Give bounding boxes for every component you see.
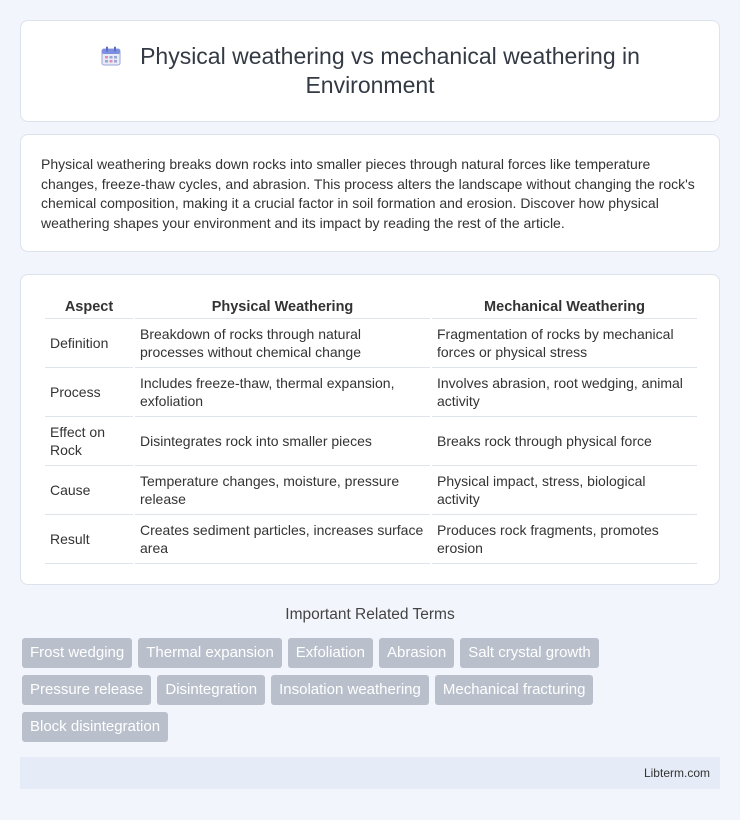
header-mechanical: Mechanical Weathering <box>432 297 697 319</box>
header-aspect: Aspect <box>45 297 133 319</box>
calendar-icon <box>100 45 122 67</box>
footer <box>20 757 720 789</box>
intro-text: Physical weathering breaks down rocks into smaller pieces through natural forces like temperature changes, freeze-thaw cycles, and abrasion. This process alters the landscape without changing the rock's chemical composition, making it a crucial factor in soil formation and erosion. Discover how physical weathering shapes your environment and its impact by reading the rest of the article. <box>41 156 695 231</box>
related-terms-title: Important Related Terms <box>285 606 455 623</box>
term-tag[interactable]: Thermal expansion <box>138 638 282 668</box>
cell-aspect: Definition <box>45 319 133 368</box>
cell-mechanical: Produces rock fragments, promotes erosion <box>432 515 697 564</box>
comparison-table <box>43 297 699 564</box>
term-tag[interactable]: Insolation weathering <box>271 675 429 705</box>
term-tag[interactable]: Exfoliation <box>288 638 373 668</box>
table-row <box>45 515 697 564</box>
term-tag[interactable]: Frost wedging <box>22 638 132 668</box>
cell-mechanical: Involves abrasion, root wedging, animal activity <box>432 368 697 417</box>
related-terms-list <box>22 638 722 742</box>
table-row <box>45 368 697 417</box>
cell-aspect: Process <box>45 368 133 417</box>
cell-physical: Breakdown of rocks through natural processes without chemical change <box>135 319 430 368</box>
table-header-row <box>45 297 697 319</box>
cell-physical: Creates sediment particles, increases surface area <box>135 515 430 564</box>
cell-physical: Disintegrates rock into smaller pieces <box>135 417 430 466</box>
page-title: Physical weathering vs mechanical weathering in Environment <box>140 43 640 98</box>
term-tag[interactable]: Block disintegration <box>22 712 168 742</box>
cell-mechanical: Fragmentation of rocks by mechanical forces or physical stress <box>432 319 697 368</box>
term-tag[interactable]: Pressure release <box>22 675 151 705</box>
term-tag[interactable]: Abrasion <box>379 638 454 668</box>
term-tag[interactable]: Salt crystal growth <box>460 638 599 668</box>
title-card <box>20 20 720 122</box>
cell-mechanical: Breaks rock through physical force <box>432 417 697 466</box>
table-row <box>45 319 697 368</box>
header-physical: Physical Weathering <box>135 297 430 319</box>
cell-aspect: Effect on Rock <box>45 417 133 466</box>
cell-physical: Temperature changes, moisture, pressure release <box>135 466 430 515</box>
cell-aspect: Cause <box>45 466 133 515</box>
table-row <box>45 466 697 515</box>
term-tag[interactable]: Mechanical fracturing <box>435 675 594 705</box>
table-row <box>45 417 697 466</box>
cell-aspect: Result <box>45 515 133 564</box>
page-title-wrap <box>61 42 679 100</box>
term-tag[interactable]: Disintegration <box>157 675 265 705</box>
cell-physical: Includes freeze-thaw, thermal expansion, exfoliation <box>135 368 430 417</box>
cell-mechanical: Physical impact, stress, biological activity <box>432 466 697 515</box>
footer-site-link[interactable]: Libterm.com <box>643 766 710 780</box>
intro-card <box>20 134 720 252</box>
comparison-table-card <box>20 274 720 585</box>
